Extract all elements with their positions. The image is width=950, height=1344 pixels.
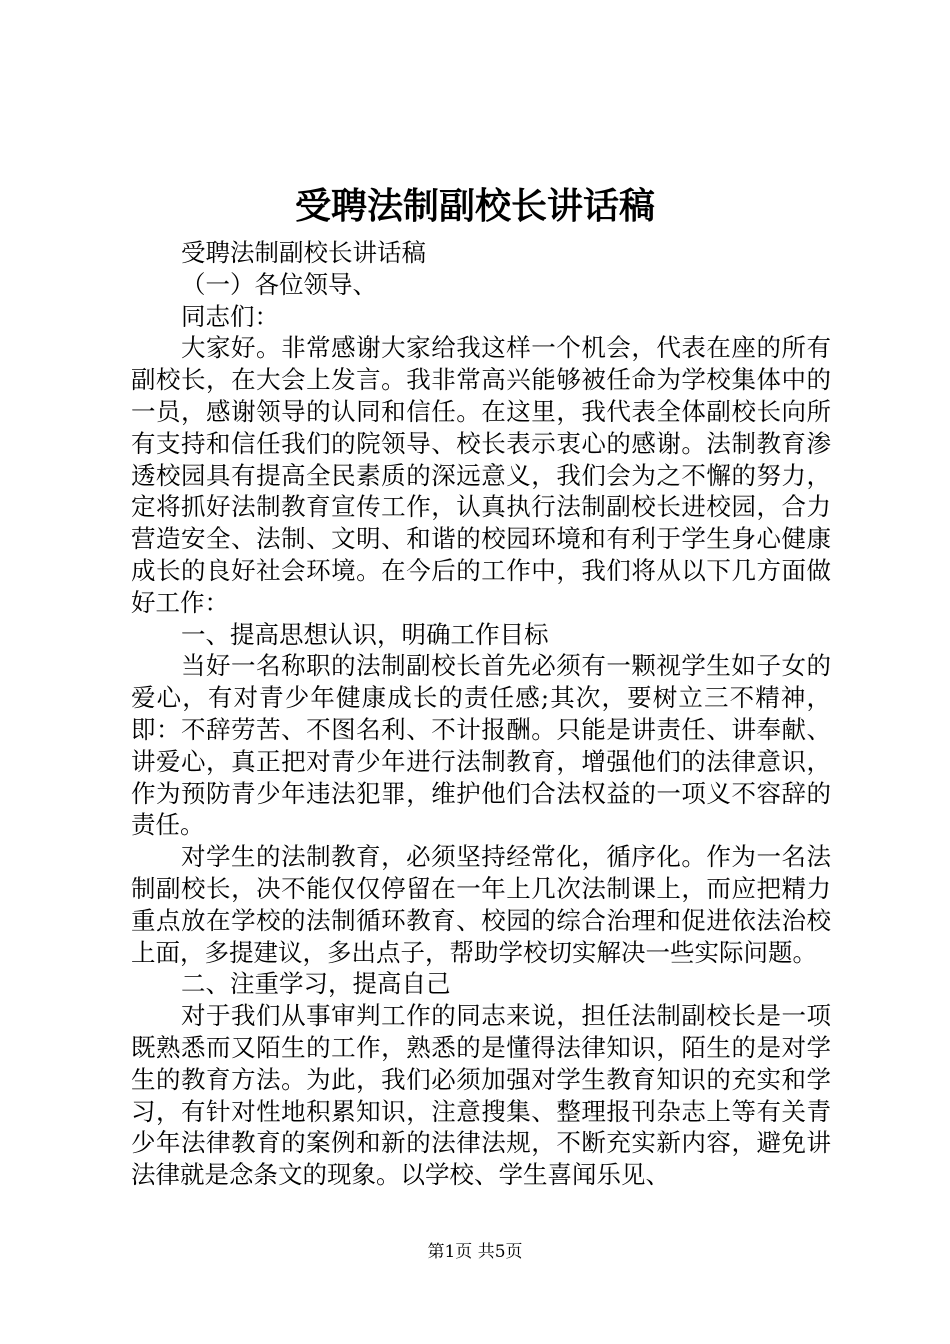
section-heading-2: 二、注重学习，提高自己: [181, 969, 451, 999]
paragraph-salutation-1: （一）各位领导、: [181, 269, 377, 299]
page-number-footer: 第1页 共5页: [427, 1242, 523, 1262]
paragraph-section-1b: 对学生的法制教育，必须坚持经常化，循序化。作为一名法制副校长，决不能仅仅停留在一年上几次法制课上，而应把精力重点放在学校的法制循环教育、校园的综合治理和促进依法治校上面，多提建议，多出点子，帮助学校切实解决一些实际问题。: [131, 842, 831, 967]
section-heading-1: 一、提高思想认识，明确工作目标: [181, 619, 549, 649]
paragraph-salutation-2: 同志们：: [181, 301, 279, 331]
paragraph-section-1a: 当好一名称职的法制副校长首先必须有一颗视学生如子女的爱心，有对青少年健康成长的责任感;其次，要树立三不精神，即：不辞劳苦、不图名利、不计报酬。只能是讲责任、讲奉献、讲爱心，真正把对青少年进行法制教育，增强他们的法律意识，作为预防青少年违法犯罪，维护他们合法权益的一项义不容辞的责任。: [131, 651, 831, 840]
paragraph-opening: 大家好。非常感谢大家给我这样一个机会，代表在座的所有副校长，在大会上发言。我非常高兴能够被任命为学校集体中的一员，感谢领导的认同和信任。在这里，我代表全体副校长向所有支持和信任我们的院领导、校长表示衷心的感谢。法制教育渗透校园具有提高全民素质的深远意义，我们会为之不懈的努力，定将抓好法制教育宣传工作，认真执行法制副校长进校园，合力营造安全、法制、文明、和谐的校园环境和有利于学生身心健康成长的良好社会环境。在今后的工作中，我们将从以下几方面做好工作：: [131, 333, 831, 617]
document-title: 受聘法制副校长讲话稿: [294, 186, 655, 227]
document-body: [131, 237, 831, 1191]
paragraph-section-2a: 对于我们从事审判工作的同志来说，担任法制副校长是一项既熟悉而又陌生的工作，熟悉的是懂得法律知识，陌生的是对学生的教育方法。为此，我们必须加强对学生教育知识的充实和学习，有针对性地积累知识，注意搜集、整理报刊杂志上等有关青少年法律教育的案例和新的法律法规，不断充实新内容，避免讲法律就是念条文的现象。以学校、学生喜闻乐见、: [131, 1001, 831, 1190]
paragraph-subtitle: 受聘法制副校长讲话稿: [181, 238, 426, 267]
